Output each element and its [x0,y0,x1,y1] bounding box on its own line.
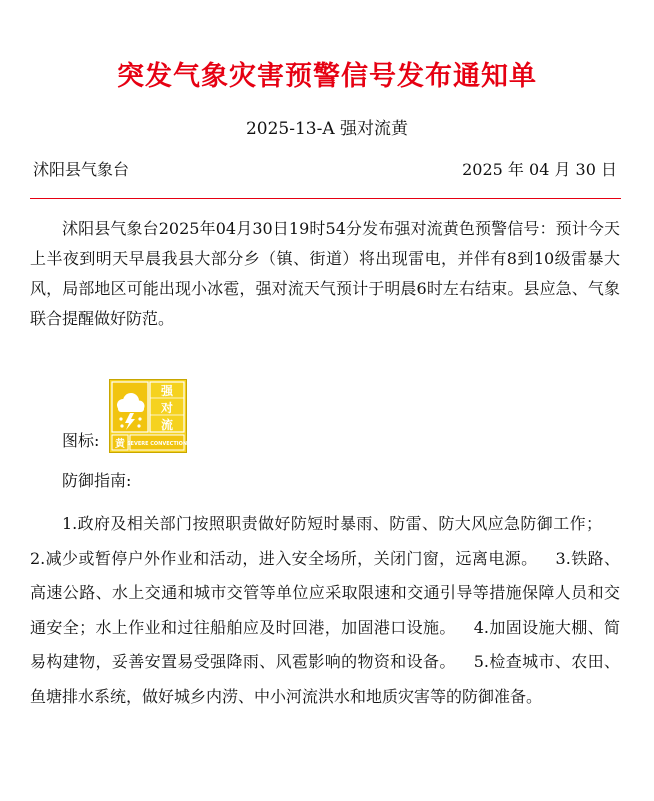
guide-heading: 防御指南: [62,471,132,490]
signal-code: 2025-13-A 强对流黄 [245,119,409,139]
guide-item: 1.政府及相关部门按照职责做好防短时暴雨、防雷、防大风应急防御工作； [62,514,602,533]
issue-date: 2025 年 04 月 30 日 [462,160,617,179]
signal-text-qiang: 强 [160,384,174,398]
guide-item: 3.铁路、高速公路、水上交通和城市交管等单位应采取限速和交通引导等措施保障人员和交通安全；水上作业和过往船舶应及时回港，加固港口设施。 [30,548,620,637]
red-divider [30,198,621,199]
icon-label: 图标: [62,431,100,450]
signal-text-english: SEVERE CONVECTION [126,441,187,447]
guide-list [30,507,620,714]
notice-paragraph: 沭阳县气象台2025年04月30日19时54分发布强对流黄色预警信号：预计今天上半夜到明天早晨我县大部分乡（镇、街道）将出现雷电，并伴有8到10级雷暴大风，局部地区可能出现小冰雹，强对流天气预计于明晨6时左右结束。县应急、气象联合提醒做好防范。 [30,219,620,328]
guide-item: 2.减少或暂停户外作业和活动，进入安全场所，关闭门窗，远离电源。 [30,548,538,568]
signal-text-liu: 流 [160,418,174,432]
signal-text-huang: 黄 [115,439,125,450]
signal-text-dui: 对 [160,401,174,415]
severe-convection-yellow-icon [109,379,187,453]
guide-item: 5.检查城市、农田、鱼塘排水系统，做好城乡内涝、中小河流洪水和地质灾害等的防御准备。 [30,652,620,706]
issuer-name: 沭阳县气象台 [33,160,130,179]
page-title: 突发气象灾害预警信号发布通知单 [117,61,537,92]
guide-item: 4.加固设施大棚、简易构建物，妥善安置易受强降雨、风雹影响的物资和设备。 [30,617,620,671]
